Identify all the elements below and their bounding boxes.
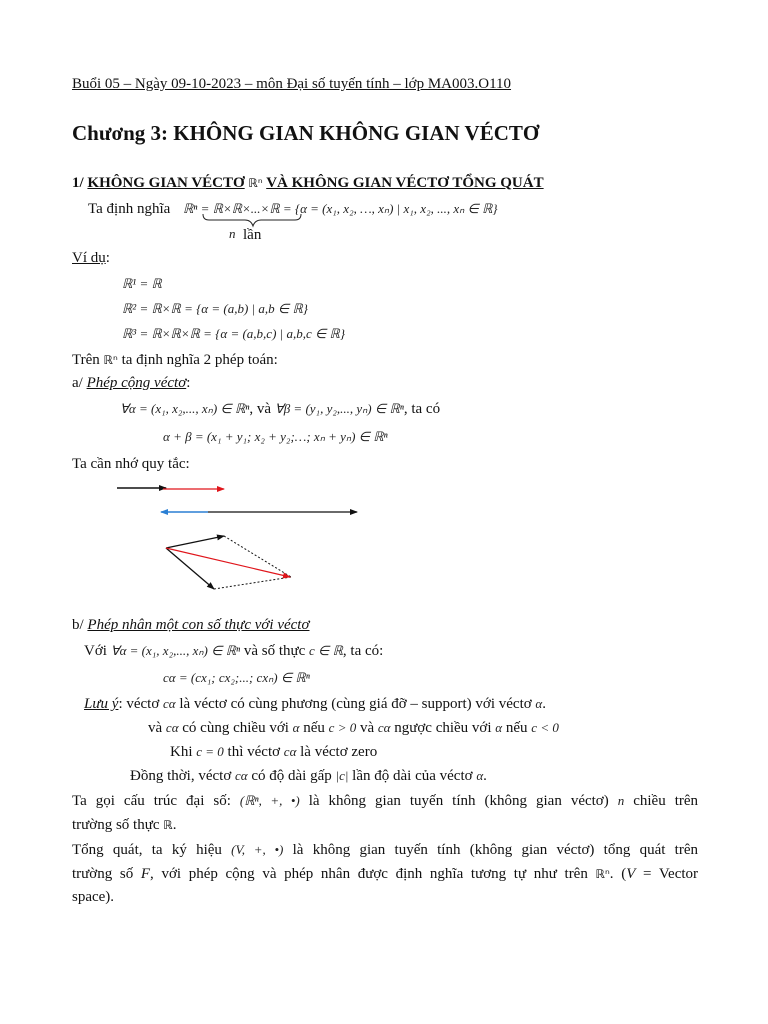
- conclusion-p1-line1: [72, 791, 698, 811]
- definition-lead: Ta định nghĩa: [88, 201, 171, 217]
- operations-intro-b: ta định nghĩa 2 phép toán:: [121, 352, 278, 368]
- conclusion-text: , với phép cộng và phép nhân được định nghĩa tương tự như trên: [150, 866, 588, 882]
- conclusion-text: chiều trên: [633, 793, 699, 809]
- section-1-title-b: VÀ KHÔNG GIAN VÉCTƠ TỔNG QUÁT: [266, 175, 544, 191]
- rn-symbol: ℝⁿ: [103, 353, 118, 367]
- parallelogram-dotted-bottom: [214, 577, 291, 589]
- addition-and: , và: [249, 401, 275, 417]
- note-label: Lưu ý: [84, 696, 119, 712]
- addition-prefix: a/: [72, 375, 87, 391]
- brace-label-times: lần: [243, 227, 262, 243]
- examples-label: Ví dụ: [72, 250, 106, 266]
- note-text: là véctơ có cùng phương (cùng giá đỡ – support) với véctơ: [179, 696, 532, 712]
- scalar-we-have: , ta có:: [342, 643, 384, 659]
- conclusion-p2-line1: [72, 840, 698, 860]
- math-rn-structure: (ℝⁿ, +, •): [239, 793, 300, 808]
- conclusion-text: = Vector: [643, 866, 699, 882]
- addition-we-have: , ta có: [403, 401, 441, 417]
- math-n: n: [617, 793, 625, 808]
- parallelogram-side-top: [166, 536, 224, 548]
- addition-formula: α + β = (x₁ + y₁; x₂ + y₂;…; xₙ + yₙ) ∈ ℝⁿ: [163, 429, 388, 444]
- math-c-alpha: cα: [283, 744, 297, 759]
- math-r: ℝ: [163, 818, 173, 832]
- conclusion-text: Tổng quát, ta ký hiệu: [72, 842, 222, 858]
- math-c-alpha: cα: [235, 768, 248, 783]
- scalar-title: Phép nhân một con số thực với véctơ: [87, 617, 310, 633]
- example-r2: ℝ² = ℝ×ℝ = {α = (a,b) | a,b ∈ ℝ}: [122, 301, 308, 316]
- chapter-title: Chương 3: KHÔNG GIAN KHÔNG GIAN VÉCTƠ: [72, 121, 540, 145]
- note-text: và: [148, 720, 163, 736]
- note-text: và: [359, 720, 375, 736]
- parallelogram-dotted-right: [224, 536, 291, 577]
- note-line-1: [84, 694, 546, 714]
- note-text: thì véctơ: [227, 744, 281, 760]
- conclusion-text: là không gian tuyến tính (không gian véctơ): [308, 793, 609, 809]
- rule-text: Ta cần nhớ quy tắc:: [72, 456, 190, 472]
- scalar-and-real: và số thực: [243, 643, 306, 659]
- math-c-negative: c < 0: [531, 720, 559, 735]
- math-c-alpha: cα: [163, 696, 176, 711]
- math-v-structure: (V, +, •): [231, 842, 284, 857]
- scalar-quantifier-line: [84, 641, 383, 661]
- symbol-v: V: [626, 866, 636, 882]
- parallelogram-sum-red: [166, 548, 290, 577]
- conclusion-text: là không gian tuyến tính (không gian véctơ) tổng quát trên: [292, 842, 698, 858]
- math-alpha: α: [535, 696, 543, 711]
- examples-colon: :: [105, 250, 110, 266]
- addition-colon: :: [186, 375, 191, 391]
- note-text: Khi: [170, 744, 193, 760]
- note-text: : véctơ: [118, 696, 160, 712]
- note-text: lần độ dài của véctơ: [352, 768, 473, 784]
- math-abs-c: |c|: [335, 768, 349, 783]
- math-alpha: α: [292, 720, 300, 735]
- note-text: Đồng thời, véctơ: [130, 768, 232, 784]
- scalar-with: Với: [84, 643, 107, 659]
- note-text: nếu: [505, 720, 528, 736]
- example-r1: ℝ¹ = ℝ: [122, 276, 162, 291]
- note-text: .: [483, 768, 487, 784]
- rn-definition-formula: ℝⁿ = ℝ×ℝ×...×ℝ = {α = (x₁, x₂, …, xₙ) | x₁, x₂, ..., xₙ ∈ ℝ}: [183, 201, 498, 216]
- addition-title: Phép cộng véctơ: [86, 375, 187, 391]
- math-c-positive: c > 0: [328, 720, 357, 735]
- example-r3: ℝ³ = ℝ×ℝ×ℝ = {α = (a,b,c) | a,b,c ∈ ℝ}: [122, 326, 346, 341]
- note-line-4: [130, 766, 487, 786]
- rn-symbol: ℝⁿ: [595, 867, 610, 881]
- brace-label-n: n: [229, 226, 236, 241]
- scalar-alpha-tuple: ∀α = (x₁, x₂,..., xₙ) ∈ ℝⁿ: [110, 643, 241, 658]
- conclusion-p1-line2: [72, 815, 177, 835]
- conclusion-text: trường số: [72, 866, 134, 882]
- conclusion-text: Ta gọi cấu trúc đại số:: [72, 793, 231, 809]
- math-alpha: α: [495, 720, 503, 735]
- note-text: .: [542, 696, 546, 712]
- alpha-tuple: ∀α = (x₁, x₂,..., xₙ) ∈ ℝⁿ: [120, 401, 250, 416]
- conclusion-text: trường số thực: [72, 817, 160, 833]
- note-text: là véctơ zero: [300, 744, 378, 760]
- conclusion-text: .: [172, 817, 177, 833]
- note-text: có độ dài gấp: [251, 768, 332, 784]
- scalar-formula: cα = (cx₁; cx₂;...; cxₙ) ∈ ℝⁿ: [163, 670, 310, 685]
- note-line-3: [170, 742, 377, 762]
- beta-tuple: ∀β = (y₁, y₂,..., yₙ) ∈ ℝⁿ: [274, 401, 404, 416]
- section-1-prefix: 1/: [72, 175, 88, 191]
- math-c-alpha: cα: [165, 720, 179, 735]
- note-line-2: [148, 718, 559, 738]
- field-f: F: [140, 866, 151, 882]
- conclusion-p2-line2: [72, 864, 698, 884]
- scalar-c-in-r: c ∈ ℝ: [309, 643, 343, 658]
- conclusion-p2-line3: space).: [72, 889, 115, 905]
- rn-symbol: ℝⁿ: [248, 176, 263, 190]
- operations-intro-a: Trên: [72, 352, 100, 368]
- math-c-zero: c = 0: [196, 744, 224, 759]
- note-text: ngược chiều với: [394, 720, 492, 736]
- conclusion-text: . (: [609, 866, 627, 882]
- session-header: Buổi 05 – Ngày 09-10-2023 – môn Đại số tuyến tính – lớp MA003.O110: [72, 76, 512, 92]
- scalar-prefix: b/: [72, 617, 88, 633]
- scalar-heading: [72, 615, 309, 635]
- note-text: có cùng chiều với: [182, 720, 289, 736]
- section-1-title-a: KHÔNG GIAN VÉCTƠ: [87, 175, 245, 191]
- note-text: nếu: [303, 720, 325, 736]
- math-alpha: α: [476, 768, 484, 783]
- math-c-alpha: cα: [377, 720, 391, 735]
